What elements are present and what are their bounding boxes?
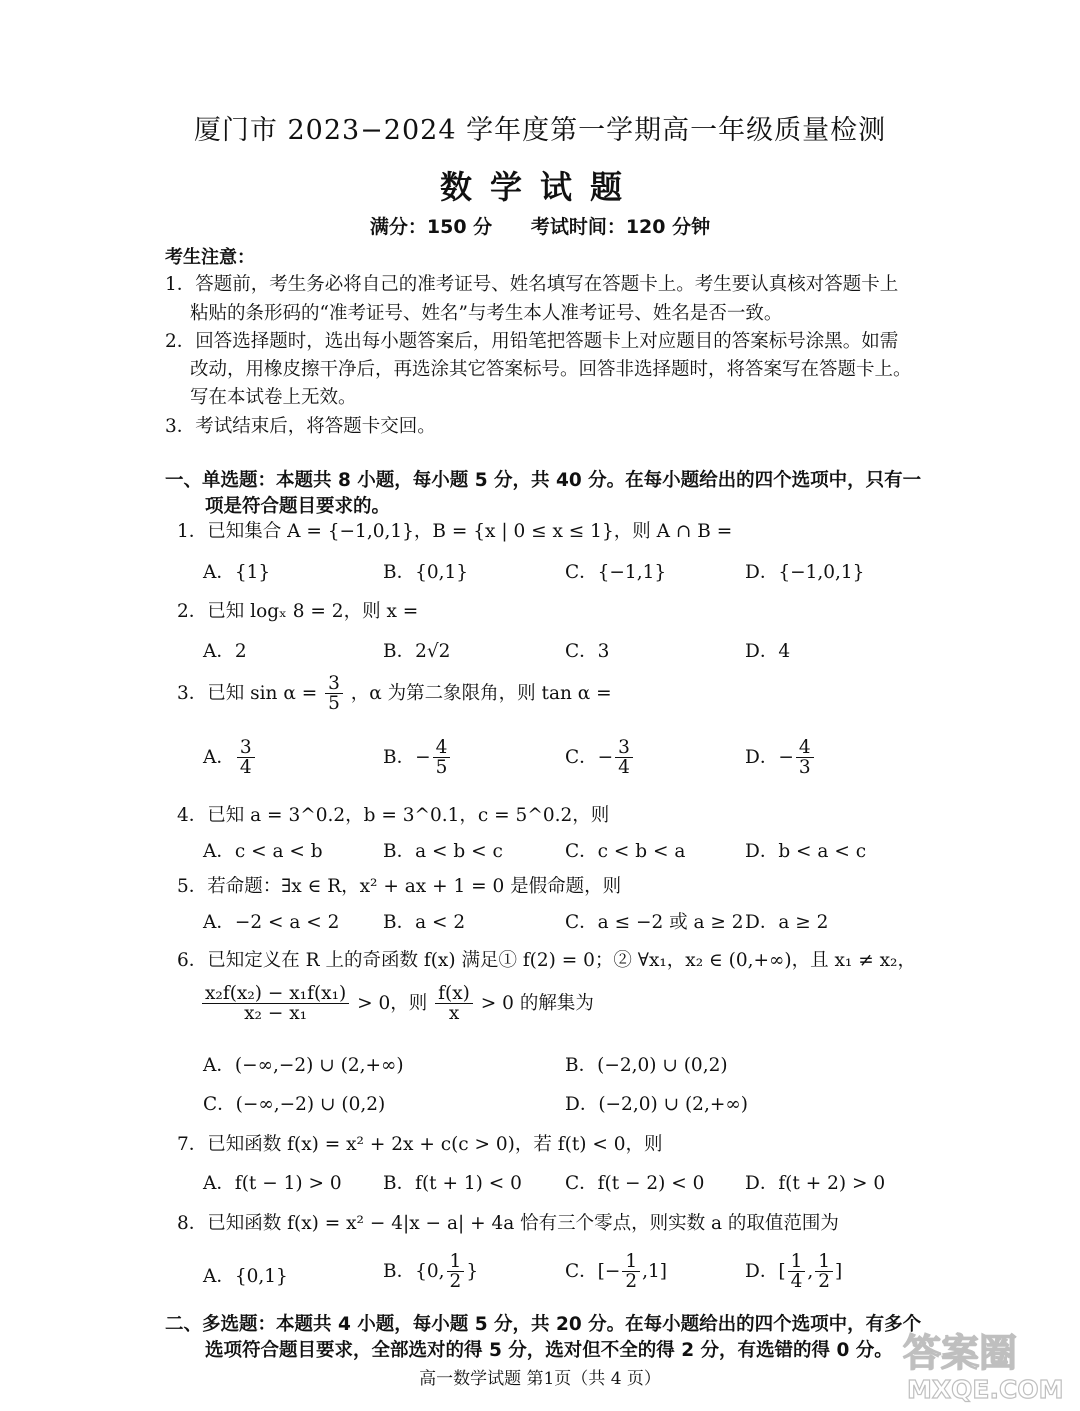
q5-option-d: D．a ≥ 2 xyxy=(745,912,829,933)
notice-line: 1．答题前，考生务必将自己的准考证号、姓名填写在答题卡上。考生要认真核对答题卡上 xyxy=(165,274,899,295)
q1-option-d: D．{−1,0,1} xyxy=(745,562,865,583)
notice-line: 改动，用橡皮擦干净后，再选涂其它答案标号。回答非选择题时，将答案写在答题卡上。 xyxy=(190,359,912,380)
q8-d-den2: 2 xyxy=(818,1271,831,1293)
notice-line: 写在本试卷上无效。 xyxy=(190,387,357,408)
q6-mid: > 0，则 xyxy=(357,992,428,1014)
q3-b-den: 5 xyxy=(435,757,448,779)
q2-option-c: C．3 xyxy=(565,641,610,662)
notice-line: 2．回答选择题时，选出每小题答案后，用铅笔把答题卡上对应题目的答案标号涂黑。如需 xyxy=(165,331,899,352)
question-3 xyxy=(177,674,612,714)
section1-heading: 一、单选题：本题共 8 小题，每小题 5 分，共 40 分。在每小题给出的四个选项中，只有一 xyxy=(165,470,922,491)
q8-d-num2: 1 xyxy=(815,1252,833,1272)
q3-b-num: 4 xyxy=(433,738,451,758)
q8-d-fraction-2 xyxy=(815,1252,833,1292)
q6-option-a: A．(−∞,−2) ∪ (2,+∞) xyxy=(203,1055,404,1076)
question-4: 4．已知 a = 3^0.2，b = 3^0.1，c = 5^0.2，则 xyxy=(177,805,610,826)
q3-d-label: D．− xyxy=(745,746,794,768)
q2-option-d: D．4 xyxy=(745,641,791,662)
q2-option-b: B．2√2 xyxy=(383,641,451,662)
q6-fraction-1 xyxy=(202,984,349,1024)
section2-heading: 二、多选题：本题共 4 小题，每小题 5 分，共 20 分。在每小题给出的四个选项中，有多个 xyxy=(165,1314,922,1335)
q3-b-fraction xyxy=(433,738,451,778)
q6-frac2-den: x xyxy=(448,1003,460,1025)
q7-option-b: B．f(t + 1) < 0 xyxy=(383,1173,522,1194)
q3-d-num: 4 xyxy=(796,738,814,758)
notice-heading: 考生注意： xyxy=(165,247,255,268)
q6-tail: > 0 的解集为 xyxy=(480,992,594,1014)
question-7: 7．已知函数 f(x) = x² + 2x + c(c > 0)，若 f(t) < 0，则 xyxy=(177,1134,663,1155)
q7-option-c: C．f(t − 2) < 0 xyxy=(565,1173,705,1194)
q1-option-b: B．{0,1} xyxy=(383,562,469,583)
full-score: 满分：150 分 xyxy=(369,216,493,238)
exam-time: 考试时间：120 分钟 xyxy=(530,216,711,238)
q3-a-label: A． xyxy=(203,746,235,768)
q1-option-c: C．{−1,1} xyxy=(565,562,667,583)
q4-option-d: D．b < a < c xyxy=(745,841,867,862)
q8-b-num: 1 xyxy=(447,1252,465,1272)
q3-d-fraction xyxy=(796,738,814,778)
q5-option-c: C．a ≤ −2 或 a ≥ 2 xyxy=(565,912,744,933)
q8-c-fraction xyxy=(622,1252,640,1292)
q8-c-pre: C．[− xyxy=(565,1260,621,1282)
q8-c-den: 2 xyxy=(625,1271,638,1293)
q4-option-c: C．c < b < a xyxy=(565,841,686,862)
page-footer: 高一数学试题 第1页（共 4 页） xyxy=(419,1369,661,1389)
question-8: 8．已知函数 f(x) = x² − 4|x − a| + 4a 恰有三个零点，则实数 a 的取值范围为 xyxy=(177,1213,839,1234)
q3-c-label: C．− xyxy=(565,746,614,768)
q3-c-den: 4 xyxy=(618,757,630,779)
q6-frac1-num: x₂f(x₂) − x₁f(x₁) xyxy=(202,984,349,1004)
watermark-logo xyxy=(895,1318,1075,1406)
subject-title: 数学试题 xyxy=(439,168,640,206)
q8-option-a: A．{0,1} xyxy=(203,1266,288,1287)
watermark-icon xyxy=(895,1318,1075,1406)
q8-d-mid: , xyxy=(807,1260,814,1282)
question-5: 5．若命题：∃x ∈ R，x² + ax + 1 = 0 是假命题，则 xyxy=(177,876,622,897)
q6-condition xyxy=(200,984,594,1024)
q8-b-pre: B．{0, xyxy=(383,1260,445,1282)
q3-a-num: 3 xyxy=(237,738,255,758)
q8-option-d xyxy=(745,1252,842,1292)
section2-heading-cont: 选项符合题目要求，全部选对的得 5 分，选对但不全的得 2 分，有选错的得 0 分。 xyxy=(205,1340,893,1361)
q2-option-a: A．2 xyxy=(203,641,247,662)
q8-d-fraction-1 xyxy=(788,1252,806,1292)
q8-d-post: ] xyxy=(835,1260,843,1282)
exam-meta xyxy=(0,212,1080,239)
q8-d-pre: D．[ xyxy=(745,1260,786,1282)
q5-option-a: A．−2 < a < 2 xyxy=(203,912,340,933)
q3-frac-num: 3 xyxy=(325,674,343,694)
q3-option-a xyxy=(203,738,257,778)
notice-line: 3．考试结束后，将答题卡交回。 xyxy=(165,416,436,437)
question-1: 1．已知集合 A = {−1,0,1}，B = {x | 0 ≤ x ≤ 1}，则 A ∩ B = xyxy=(177,521,733,542)
q1-option-a: A．{1} xyxy=(203,562,271,583)
q7-option-a: A．f(t − 1) > 0 xyxy=(203,1173,342,1194)
q6-option-b: B．(−2,0) ∪ (0,2) xyxy=(565,1055,728,1076)
q8-b-den: 2 xyxy=(449,1271,462,1293)
q8-option-b xyxy=(383,1252,478,1292)
q8-c-num: 1 xyxy=(622,1252,640,1272)
q3-b-label: B．− xyxy=(383,746,431,768)
q5-option-b: B．a < 2 xyxy=(383,912,466,933)
q3-c-num: 3 xyxy=(615,738,633,758)
q3-c-fraction xyxy=(615,738,633,778)
q8-d-den1: 4 xyxy=(790,1271,803,1293)
watermark-top-text: 答案圈 xyxy=(903,1331,1018,1375)
q3-d-den: 3 xyxy=(798,757,811,779)
q6-frac2-num: f(x) xyxy=(435,984,473,1004)
q6-frac1-den: x₂ − x₁ xyxy=(244,1003,308,1025)
q8-b-post: } xyxy=(466,1260,479,1282)
q3-option-c xyxy=(565,738,635,778)
q3-stem-pre: 3．已知 sin α = xyxy=(177,682,318,704)
watermark-bottom-text: MXQE.COM xyxy=(907,1375,1064,1404)
q7-option-d: D．f(t + 2) > 0 xyxy=(745,1173,886,1194)
q8-d-num1: 1 xyxy=(788,1252,806,1272)
q3-frac-den: 5 xyxy=(328,693,340,715)
q6-option-d: D．(−2,0) ∪ (2,+∞) xyxy=(565,1094,748,1115)
q8-b-fraction xyxy=(447,1252,465,1292)
q8-option-c xyxy=(565,1252,667,1292)
q3-option-b xyxy=(383,738,452,778)
question-2: 2．已知 logₓ 8 = 2，则 x = xyxy=(177,601,419,622)
question-6: 6．已知定义在 R 上的奇函数 f(x) 满足① f(2) = 0；② ∀x₁，x₂ ∈ (0,+∞)，且 x₁ ≠ x₂， xyxy=(177,950,916,971)
q8-c-post: ,1] xyxy=(642,1260,668,1282)
q6-fraction-2 xyxy=(435,984,473,1024)
q3-a-den: 4 xyxy=(239,757,252,779)
q6-option-c: C．(−∞,−2) ∪ (0,2) xyxy=(203,1094,386,1115)
q4-option-b: B．a < b < c xyxy=(383,841,503,862)
notice-line: 粘贴的条形码的“准考证号、姓名”与考生本人准考证号、姓名是否一致。 xyxy=(190,303,783,324)
q3-fraction xyxy=(325,674,343,714)
q3-a-fraction xyxy=(237,738,255,778)
q3-option-d xyxy=(745,738,816,778)
exam-title: 厦门市 2023−2024 学年度第一学期高一年级质量检测 xyxy=(193,115,887,146)
section1-heading-cont: 项是符合题目要求的。 xyxy=(205,496,391,517)
q4-option-a: A．c < a < b xyxy=(203,841,323,862)
q3-stem-post: ，α 为第二象限角，则 tan α = xyxy=(350,682,612,704)
